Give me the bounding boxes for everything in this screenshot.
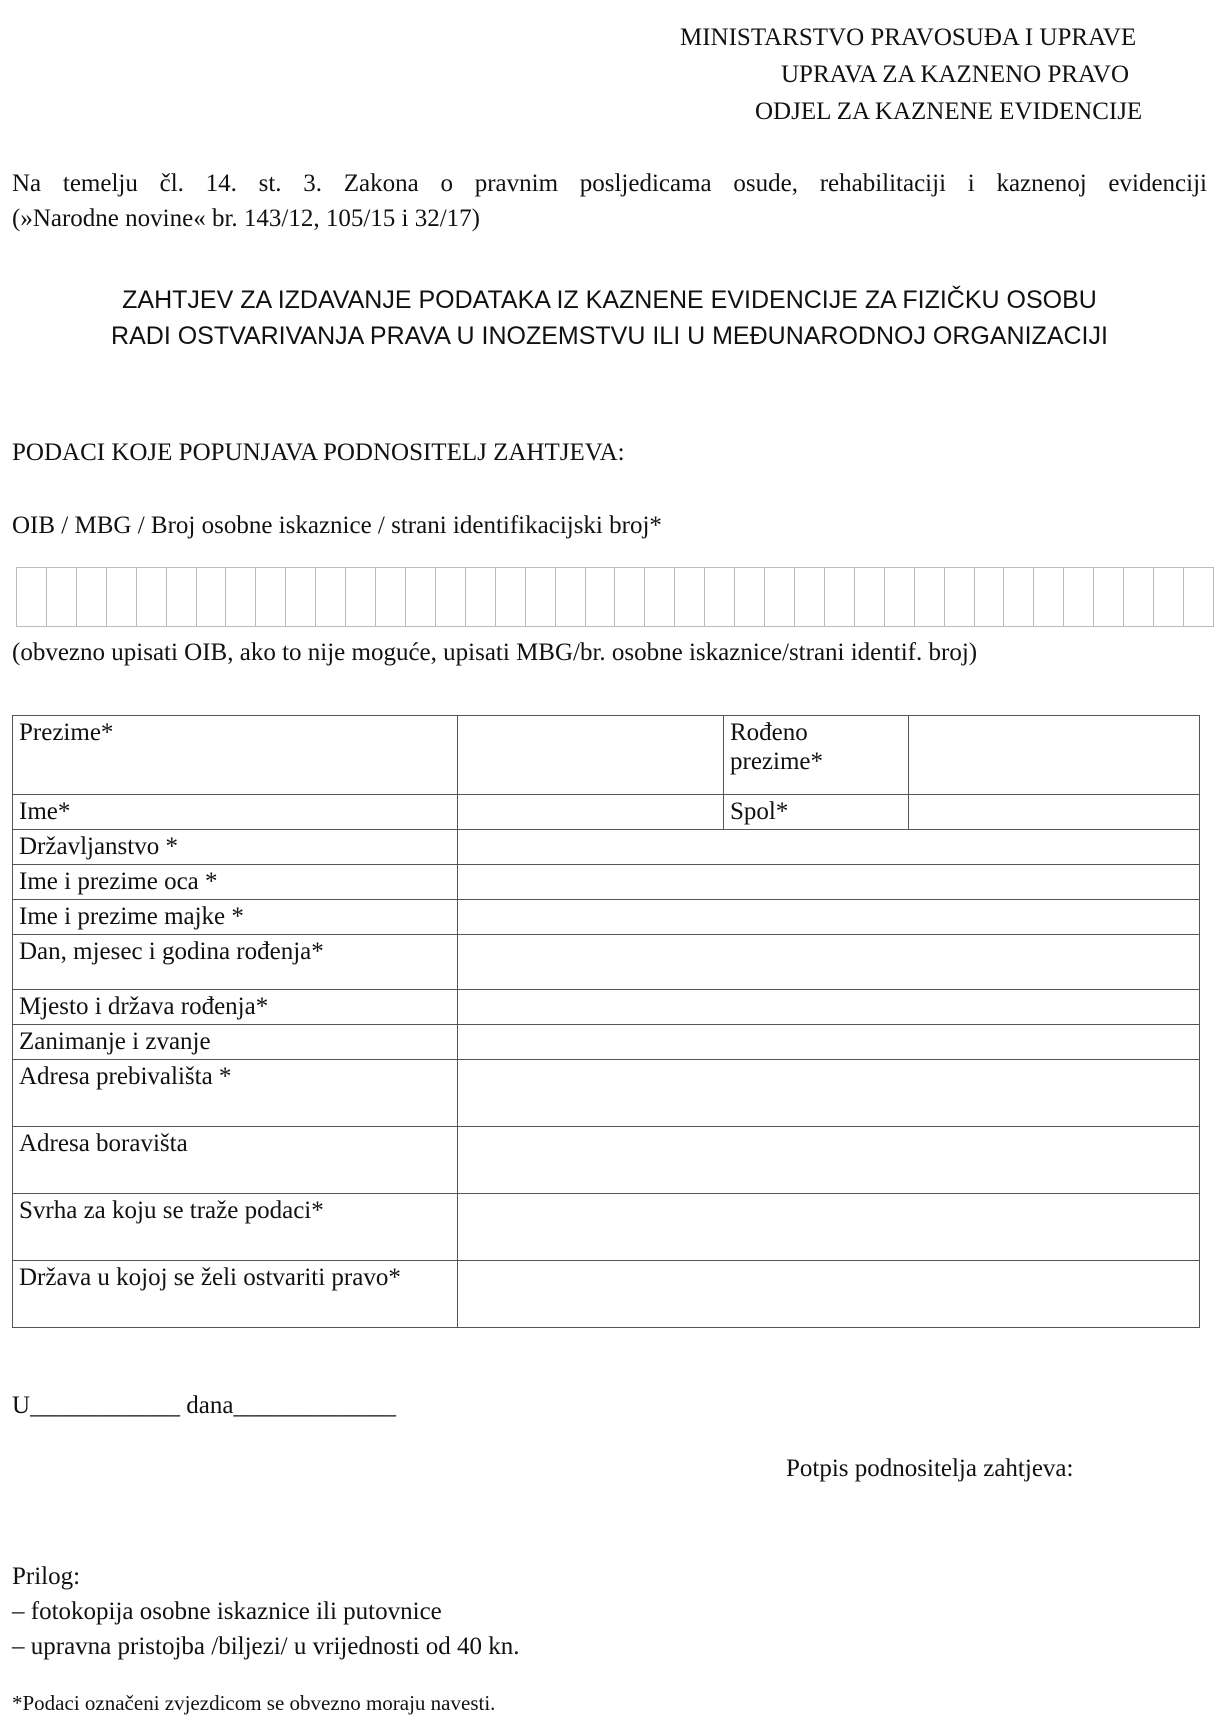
- row-label: Državljanstvo *: [13, 830, 458, 865]
- row-input-cell[interactable]: [458, 990, 1200, 1025]
- header-directorate: UPRAVA ZA KAZNENO PRAVO: [781, 61, 1129, 88]
- id-char-box[interactable]: [675, 568, 705, 626]
- row-label: Dan, mjesec i godina rođenja*: [13, 935, 458, 990]
- document-title-line1: ZAHTJEV ZA IZDAVANJE PODATAKA IZ KAZNENE EVIDENCIJE ZA FIZIČKU OSOBU: [122, 286, 1097, 314]
- id-char-box[interactable]: [226, 568, 256, 626]
- section-label: PODACI KOJE POPUNJAVA PODNOSITELJ ZAHTJEVA:: [12, 439, 625, 466]
- table-row: [13, 795, 1200, 830]
- birth-surname-label: [724, 716, 909, 795]
- applicant-data-table: [12, 715, 1200, 1328]
- id-char-box[interactable]: [47, 568, 77, 626]
- id-char-box[interactable]: [1094, 568, 1124, 626]
- sex-label: Spol*: [724, 795, 909, 830]
- table-row: [13, 1060, 1200, 1127]
- row-label: Ime i prezime majke *: [13, 900, 458, 935]
- id-char-box[interactable]: [735, 568, 765, 626]
- id-char-box[interactable]: [77, 568, 107, 626]
- row-input-cell[interactable]: [458, 1060, 1200, 1127]
- legal-basis-line1: Na temelju čl. 14. st. 3. Zakona o pravnim posljedicama osude, rehabilitaciji i kaznenoj evidenciji: [12, 170, 1207, 197]
- signature-label: Potpis podnositelja zahtjeva:: [786, 1455, 1074, 1482]
- footnote: *Podaci označeni zvjezdicom se obvezno moraju navesti.: [12, 1691, 496, 1715]
- table-row: [13, 990, 1200, 1025]
- id-char-box[interactable]: [197, 568, 227, 626]
- row-label: Adresa boravišta: [13, 1127, 458, 1194]
- attachments-title: Prilog:: [12, 1563, 81, 1590]
- id-field-label: OIB / MBG / Broj osobne iskaznice / strani identifikacijski broj*: [12, 512, 662, 539]
- row-label: Adresa prebivališta *: [13, 1060, 458, 1127]
- id-char-box[interactable]: [137, 568, 167, 626]
- row-input-cell[interactable]: [458, 830, 1200, 865]
- id-char-box[interactable]: [256, 568, 286, 626]
- row-label: Zanimanje i zvanje: [13, 1025, 458, 1060]
- row-input-cell[interactable]: [458, 935, 1200, 990]
- id-char-box[interactable]: [466, 568, 496, 626]
- first-name-input-cell[interactable]: [458, 795, 724, 830]
- id-char-box[interactable]: [1064, 568, 1094, 626]
- row-input-cell[interactable]: [458, 1194, 1200, 1261]
- table-row: [13, 830, 1200, 865]
- table-row: [13, 1261, 1200, 1328]
- id-char-box[interactable]: [17, 568, 47, 626]
- table-row: [13, 1127, 1200, 1194]
- id-char-box[interactable]: [167, 568, 197, 626]
- legal-basis: [12, 166, 1207, 236]
- row-input-cell[interactable]: [458, 1025, 1200, 1060]
- table-row: [13, 935, 1200, 990]
- row-input-cell[interactable]: [458, 900, 1200, 935]
- id-char-box[interactable]: [645, 568, 675, 626]
- document-title-line2: RADI OSTVARIVANJA PRAVA U INOZEMSTVU ILI U MEĐUNARODNOJ ORGANIZACIJI: [111, 322, 1108, 350]
- legal-basis-line2: (»Narodne novine« br. 143/12, 105/15 i 32/17): [12, 205, 480, 232]
- id-char-box[interactable]: [915, 568, 945, 626]
- id-char-box[interactable]: [705, 568, 735, 626]
- birth-surname-label-line2: prezime*: [730, 748, 824, 775]
- id-char-box[interactable]: [795, 568, 825, 626]
- id-char-box[interactable]: [586, 568, 616, 626]
- row-label: Mjesto i država rođenja*: [13, 990, 458, 1025]
- id-char-box[interactable]: [885, 568, 915, 626]
- header-ministry: MINISTARSTVO PRAVOSUĐA I UPRAVE: [680, 24, 1137, 51]
- id-char-box[interactable]: [1124, 568, 1154, 626]
- id-number-boxes[interactable]: [16, 567, 1214, 627]
- id-field-hint: (obvezno upisati OIB, ako to nije moguće, upisati MBG/br. osobne iskaznice/strani identif. broj): [12, 639, 978, 666]
- id-char-box[interactable]: [346, 568, 376, 626]
- table-row: [13, 1025, 1200, 1060]
- id-char-box[interactable]: [406, 568, 436, 626]
- id-char-box[interactable]: [945, 568, 975, 626]
- table-row: [13, 1194, 1200, 1261]
- attachment-item: – fotokopija osobne iskaznice ili putovnice: [12, 1598, 442, 1625]
- row-input-cell[interactable]: [458, 1261, 1200, 1328]
- row-input-cell[interactable]: [458, 1127, 1200, 1194]
- row-input-cell[interactable]: [458, 865, 1200, 900]
- header-department: ODJEL ZA KAZNENE EVIDENCIJE: [755, 98, 1143, 125]
- id-char-box[interactable]: [107, 568, 137, 626]
- id-char-box[interactable]: [286, 568, 316, 626]
- id-char-box[interactable]: [1004, 568, 1034, 626]
- document-title: [12, 282, 1207, 354]
- id-char-box[interactable]: [556, 568, 586, 626]
- id-char-box[interactable]: [825, 568, 855, 626]
- sex-input-cell[interactable]: [909, 795, 1200, 830]
- id-char-box[interactable]: [436, 568, 466, 626]
- table-row: [13, 900, 1200, 935]
- id-char-box[interactable]: [615, 568, 645, 626]
- place-date-line: U____________ dana_____________: [12, 1392, 396, 1419]
- id-char-box[interactable]: [765, 568, 795, 626]
- id-char-box[interactable]: [975, 568, 1005, 626]
- id-char-box[interactable]: [855, 568, 885, 626]
- id-char-box[interactable]: [496, 568, 526, 626]
- table-row: [13, 716, 1200, 795]
- surname-input-cell[interactable]: [458, 716, 724, 795]
- birth-surname-label-line1: Rođeno: [730, 719, 808, 746]
- attachments: [12, 1559, 520, 1664]
- id-char-box[interactable]: [1034, 568, 1064, 626]
- row-label: Država u kojoj se želi ostvariti pravo*: [13, 1261, 458, 1328]
- table-row: [13, 865, 1200, 900]
- id-char-box[interactable]: [1154, 568, 1184, 626]
- id-char-box[interactable]: [316, 568, 346, 626]
- birth-surname-input-cell[interactable]: [909, 716, 1200, 795]
- row-label: Svrha za koju se traže podaci*: [13, 1194, 458, 1261]
- surname-label: Prezime*: [13, 716, 458, 795]
- id-char-box[interactable]: [526, 568, 556, 626]
- first-name-label: Ime*: [13, 795, 458, 830]
- id-char-box[interactable]: [376, 568, 406, 626]
- id-char-box[interactable]: [1184, 568, 1213, 626]
- row-label: Ime i prezime oca *: [13, 865, 458, 900]
- attachment-item: – upravna pristojba /biljezi/ u vrijednosti od 40 kn.: [12, 1633, 520, 1660]
